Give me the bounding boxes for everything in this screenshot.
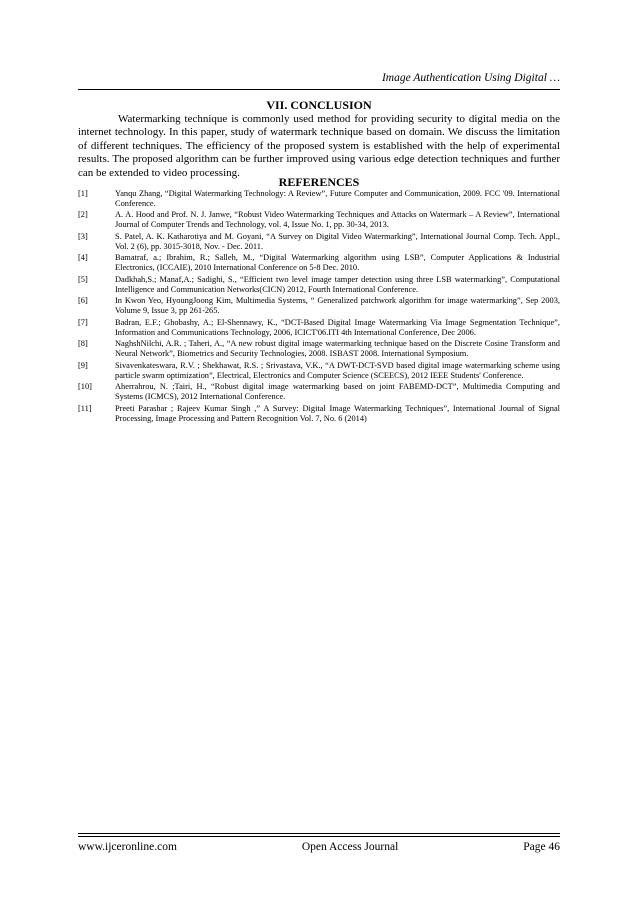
reference-item [78,210,560,230]
reference-number: [2] [78,210,88,220]
footer-rule [78,836,560,837]
reference-text: NaghshNilchi, A.R. ; Taheri, A., “A new robust digital image watermarking technique based on the Discrete Cosine Transform and Neural Network”, Biometrics and Security Technologies, 2008. ISBAST 2008. International Symposium. [115,339,560,359]
page-footer [78,841,560,853]
reference-number: [4] [78,253,88,263]
reference-list [78,189,560,425]
references-heading: REFERENCES [278,175,360,189]
reference-item [78,361,560,381]
reference-item [78,339,560,359]
conclusion-paragraph: Watermarking technique is commonly used method for providing security to digital media on the internet technology. In this paper, study of watermark technique based on domain. We discuss the limitation of different techniques. The efficiency of the proposed system is established with the help of experimental results. The proposed algorithm can be further improved using various edge detection techniques and further can be extended to video processing. [78,113,560,179]
reference-number: [11] [78,403,92,413]
reference-text: Preeti Parashar ; Rajeev Kumar Singh ,” A Survey: Digital Image Watermarking Techniques”, International Journal of Signal Processing, Image Processing and Pattern Recognition Vol. 7, No. 6 (2014) [115,403,560,423]
footer-website: www.ijceronline.com [78,841,177,853]
reference-item [78,404,560,424]
reference-text: Dadkhah,S.; Manaf,A.; Sadighi, S., “Efficient two level image tamper detection using three LSB watermarking”, Computational Intelligence and Communication Networks(CICN) 2012, Fourth International Conference. [115,274,560,294]
reference-text: Sivavenkateswara, R.V. ; Shekhawat, R.S. ; Srivastava, V.K., “A DWT-DCT-SVD based digital image watermarking scheme using particle swarm optimization”, Electrical, Electronics and Computer Science (SCEECS), 2012 IEEE Students' Conference. [115,360,560,380]
header-rule [78,89,560,90]
footer-access: Open Access Journal [301,841,399,853]
conclusion-heading: VII. CONCLUSION [266,98,372,112]
reference-text: A. A. Hood and Prof. N. J. Janwe, “Robust Video Watermarking Techniques and Attacks on Watermark – A Review”, International Journal of Computer Trends and Technology, vol. 4, Issue No. 1, pp. 30-34, 2013. [115,210,560,230]
reference-item [78,296,560,316]
reference-text: Yanqu Zhang, “Digital Watermarking Technology: A Review”, Future Computer and Communication, 2009. FCC '09. International Conference. [115,189,560,208]
reference-number: [10] [78,382,92,392]
reference-text: In Kwon Yeo, HyoungJoong Kim, Multimedia Systems, “ Generalized patchwork algorithm for image watermarking”, Sep 2003, Volume 9, Issue 3, pp 261-265. [115,296,560,316]
reference-number: [8] [78,339,88,349]
footer-page-number: Page 46 [523,841,560,853]
reference-number: [3] [78,231,88,241]
reference-text: S. Patel, A. K. Katharotiya and M. Goyani, “A Survey on Digital Video Watermarking”, International Journal Comp. Tech. Appl., Vol. 2 (6), pp. 3015-3018, Nov. - Dec. 2011. [115,231,560,251]
reference-text: Bamatraf, a.; Ibrahim, R.; Salleh, M., “Digital Watermarking algorithm using LSB”, Computer Applications & Industrial Electronics, (ICCAIE), 2010 International Conference on 5-8 Dec. 2010. [115,253,560,273]
reference-text: Badran, E.F.; Ghobashy, A.; El-Shennawy, K., “DCT-Based Digital Image Watermarking Via Image Segmentation Technique”, Information and Communications Technology, 2006, ICICT'06.ITI 4th International Conference, Dec 2006. [115,317,560,337]
reference-number: [7] [78,317,88,327]
reference-item [78,189,560,209]
reference-item [78,382,560,402]
reference-number: [6] [78,296,88,306]
reference-item [78,275,560,295]
footer-rule [78,833,560,834]
reference-item [78,253,560,273]
reference-number: [1] [78,189,88,198]
running-header: Image Authentication Using Digital … [381,72,560,84]
reference-number: [5] [78,274,88,284]
reference-number: [9] [78,360,88,370]
reference-item [78,318,560,338]
reference-item [78,232,560,252]
reference-text: Aherrahrou, N. ;Tairi, H., “Robust digital image watermarking based on joint FABEMD-DCT”, Multimedia Computing and Systems (ICMCS), 2012 International Conference. [115,382,560,402]
